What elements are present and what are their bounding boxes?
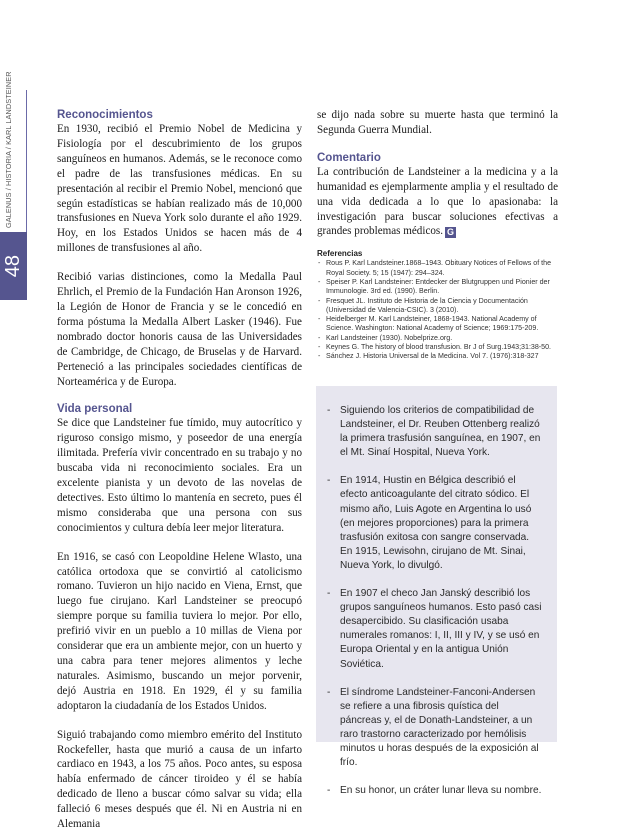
references-heading: Referencias (317, 249, 363, 259)
left-column (57, 108, 302, 832)
reference-item: - Karl Landsteiner (1930). Nobelprize.org. (317, 334, 558, 343)
heading-reconocimientos: Reconocimientos (57, 109, 153, 121)
page-number-text: 48 (2, 254, 24, 278)
paragraph-continuation: se dijo nada sobre su muerte hasta que terminó la Segunda Guerra Mundial. (317, 109, 558, 136)
reference-item: - Speiser P. Karl Landsteiner: Entdecker der Blutgruppen und Pionier der Immunologie. 3rd ed. (1990). Berlin. (317, 278, 558, 297)
box-item: - En 1907 el checo Jan Janský describió los grupos sanguíneos humanos. Esto pasó casi desapercibido. Su clasificación usaba numerales romanos: I, II, III y IV, y se usó en Europa Oriental y en la antigua Unión Soviética. (326, 587, 543, 672)
reference-item: - Rous P. Karl Landsteiner.1868–1943. Obituary Notices of Fellows of the Royal Society. 5; 15 (1947): 294–324. (317, 259, 558, 278)
paragraph: Se dice que Landsteiner fue tímido, muy autocrítico y riguroso consigo mismo, y poseedor de una energía ilimitada. Prefería vivir concentrado en su trabajo y no buscaba vida ni reconocimiento sociales. Era un excelente pianista y un devoto de las novelas de detectives. Esto último lo mantenía en secreto, pues él mismo consideraba que una persona con sus conocimientos y cultura debía leer mejor literatura. (57, 417, 302, 534)
box-item: - El síndrome Landsteiner-Fanconi-Andersen se refiere a una fibrosis quística del páncreas y, el de Donath-Landsteiner, a un raro trastorno caracterizado por hemólisis minutos u horas después de la exposición al frío. (326, 686, 543, 771)
reference-item: - Fresquet JL. Instituto de Historia de la Ciencia y Documentación (Universidad de Valencia-CSIC). 3 (2010). (317, 297, 558, 316)
heading-comentario: Comentario (317, 151, 381, 164)
box-item: - Siguiendo los criterios de compatibilidad de Landsteiner, el Dr. Reuben Ottenberg realizó la primera trasfusión sanguínea, en 1907, en el Mt. Sinaí Hospital, Nueva York. (326, 404, 543, 460)
sidebar-box (316, 386, 557, 797)
paragraph-comentario (317, 165, 558, 240)
box-item: - En su honor, un cráter lunar lleva su nombre. (326, 784, 543, 798)
end-mark-logo: G (447, 227, 455, 238)
paragraph: Recibió varias distinciones, como la Medalla Paul Ehrlich, el Premio de la Fundación Han Aronson 1926, la Legión de Honor de Francia y se le concedió en forma póstuma la Medalla Albert Lasker (1946). Fue nombrado doctor honoris causa de las Universidades de Cambridge, de Chicago, de Bruselas y de Harvard. Perteneció a las principales sociedades científicas de Norteamérica y de Europa. (57, 271, 302, 388)
reference-item: - Keynes G. The history of blood transfusion. Br J of Surg.1943;31:38-50. (317, 343, 558, 352)
paragraph: En 1916, se casó con Leopoldine Helene Wlasto, una católica ortodoxa que se convirtió al catolicismo romano. Tuvieron un hijo nacido en Viena, Ernst, que luego fue cirujano. Karl Landsteiner se preocupó siempre porque su familia tuviera lo mejor. Por ello, prefirió vivir en un pueblo a 10 millas de Viena por considerar que era un ambiente mejor, con un huerto y una cabra para tener mejores alimentos y leche naturales. Asimismo, buscando un mejor porvenir, dejó Austria en 1918. En 1929, él y su familia adoptaron la ciudadanía de los Estados Unidos. (57, 550, 302, 712)
side-tab (0, 71, 27, 300)
reference-item: - Sánchez J. Historia Universal de la Medicina. Vol 7. (1976):318-327 (317, 352, 558, 361)
reference-item: - Heidelberger M. Karl Landsteiner, 1868-1943. National Academy of Science. Washington: National Academy of Science; 1969:175-209. (317, 315, 558, 334)
heading-vida-personal: Vida personal (57, 403, 133, 416)
comentario-text: La contribución de Landsteiner a la medicina y a la humanidad es ejemplarmente amplia y el resultado de una vida dedicada a lo que lo apasionaba: la investigación para buscar soluciones efectivas a grandes problemas médicos. (317, 165, 558, 238)
box-item: - En 1914, Hustin en Bélgica describió el efecto anticoagulante del citrato sódico. El mismo año, Luis Agote en Argentina lo usó (en mejores proporciones) para la primera trasfusión exitosa con sangre conservada. En 1915, Lewisohn, cirujano de Mt. Sinai, Nueva York, lo divulgó. (326, 474, 543, 573)
references-list (317, 259, 558, 361)
right-column (317, 108, 558, 362)
running-head: GALENUS / HISTORIA / KARL LANDSTEINER (4, 71, 13, 228)
page-number (0, 232, 27, 300)
paragraph: En 1930, recibió el Premio Nobel de Medicina y Fisiología por el descubrimiento de los grupos sanguíneos en humanos. Además, se le reconoce como el padre de las transfusiones médicas. En su presentación al recibir el Premio Nobel, mencionó que según estadísticas se habían realizado más de 10,000 transfusiones en Nueva York solo durante el año 1929. Hoy, en los Estados Unidos se hacen más de 4 millones de transfusiones al año. (57, 123, 302, 255)
paragraph: Siguió trabajando como miembro emérito del Instituto Rockefeller, hasta que murió a causa de un infarto cardiaco en 1943, a los 75 años. Poco antes, su esposa había enfermado de cáncer tiroideo y él se había dedicado de lleno a buscar cómo salvar su vida; ella falleció 6 meses después que él. Ni en Austria ni en Alemania (57, 728, 302, 831)
references (317, 249, 558, 361)
box-list (316, 386, 557, 798)
